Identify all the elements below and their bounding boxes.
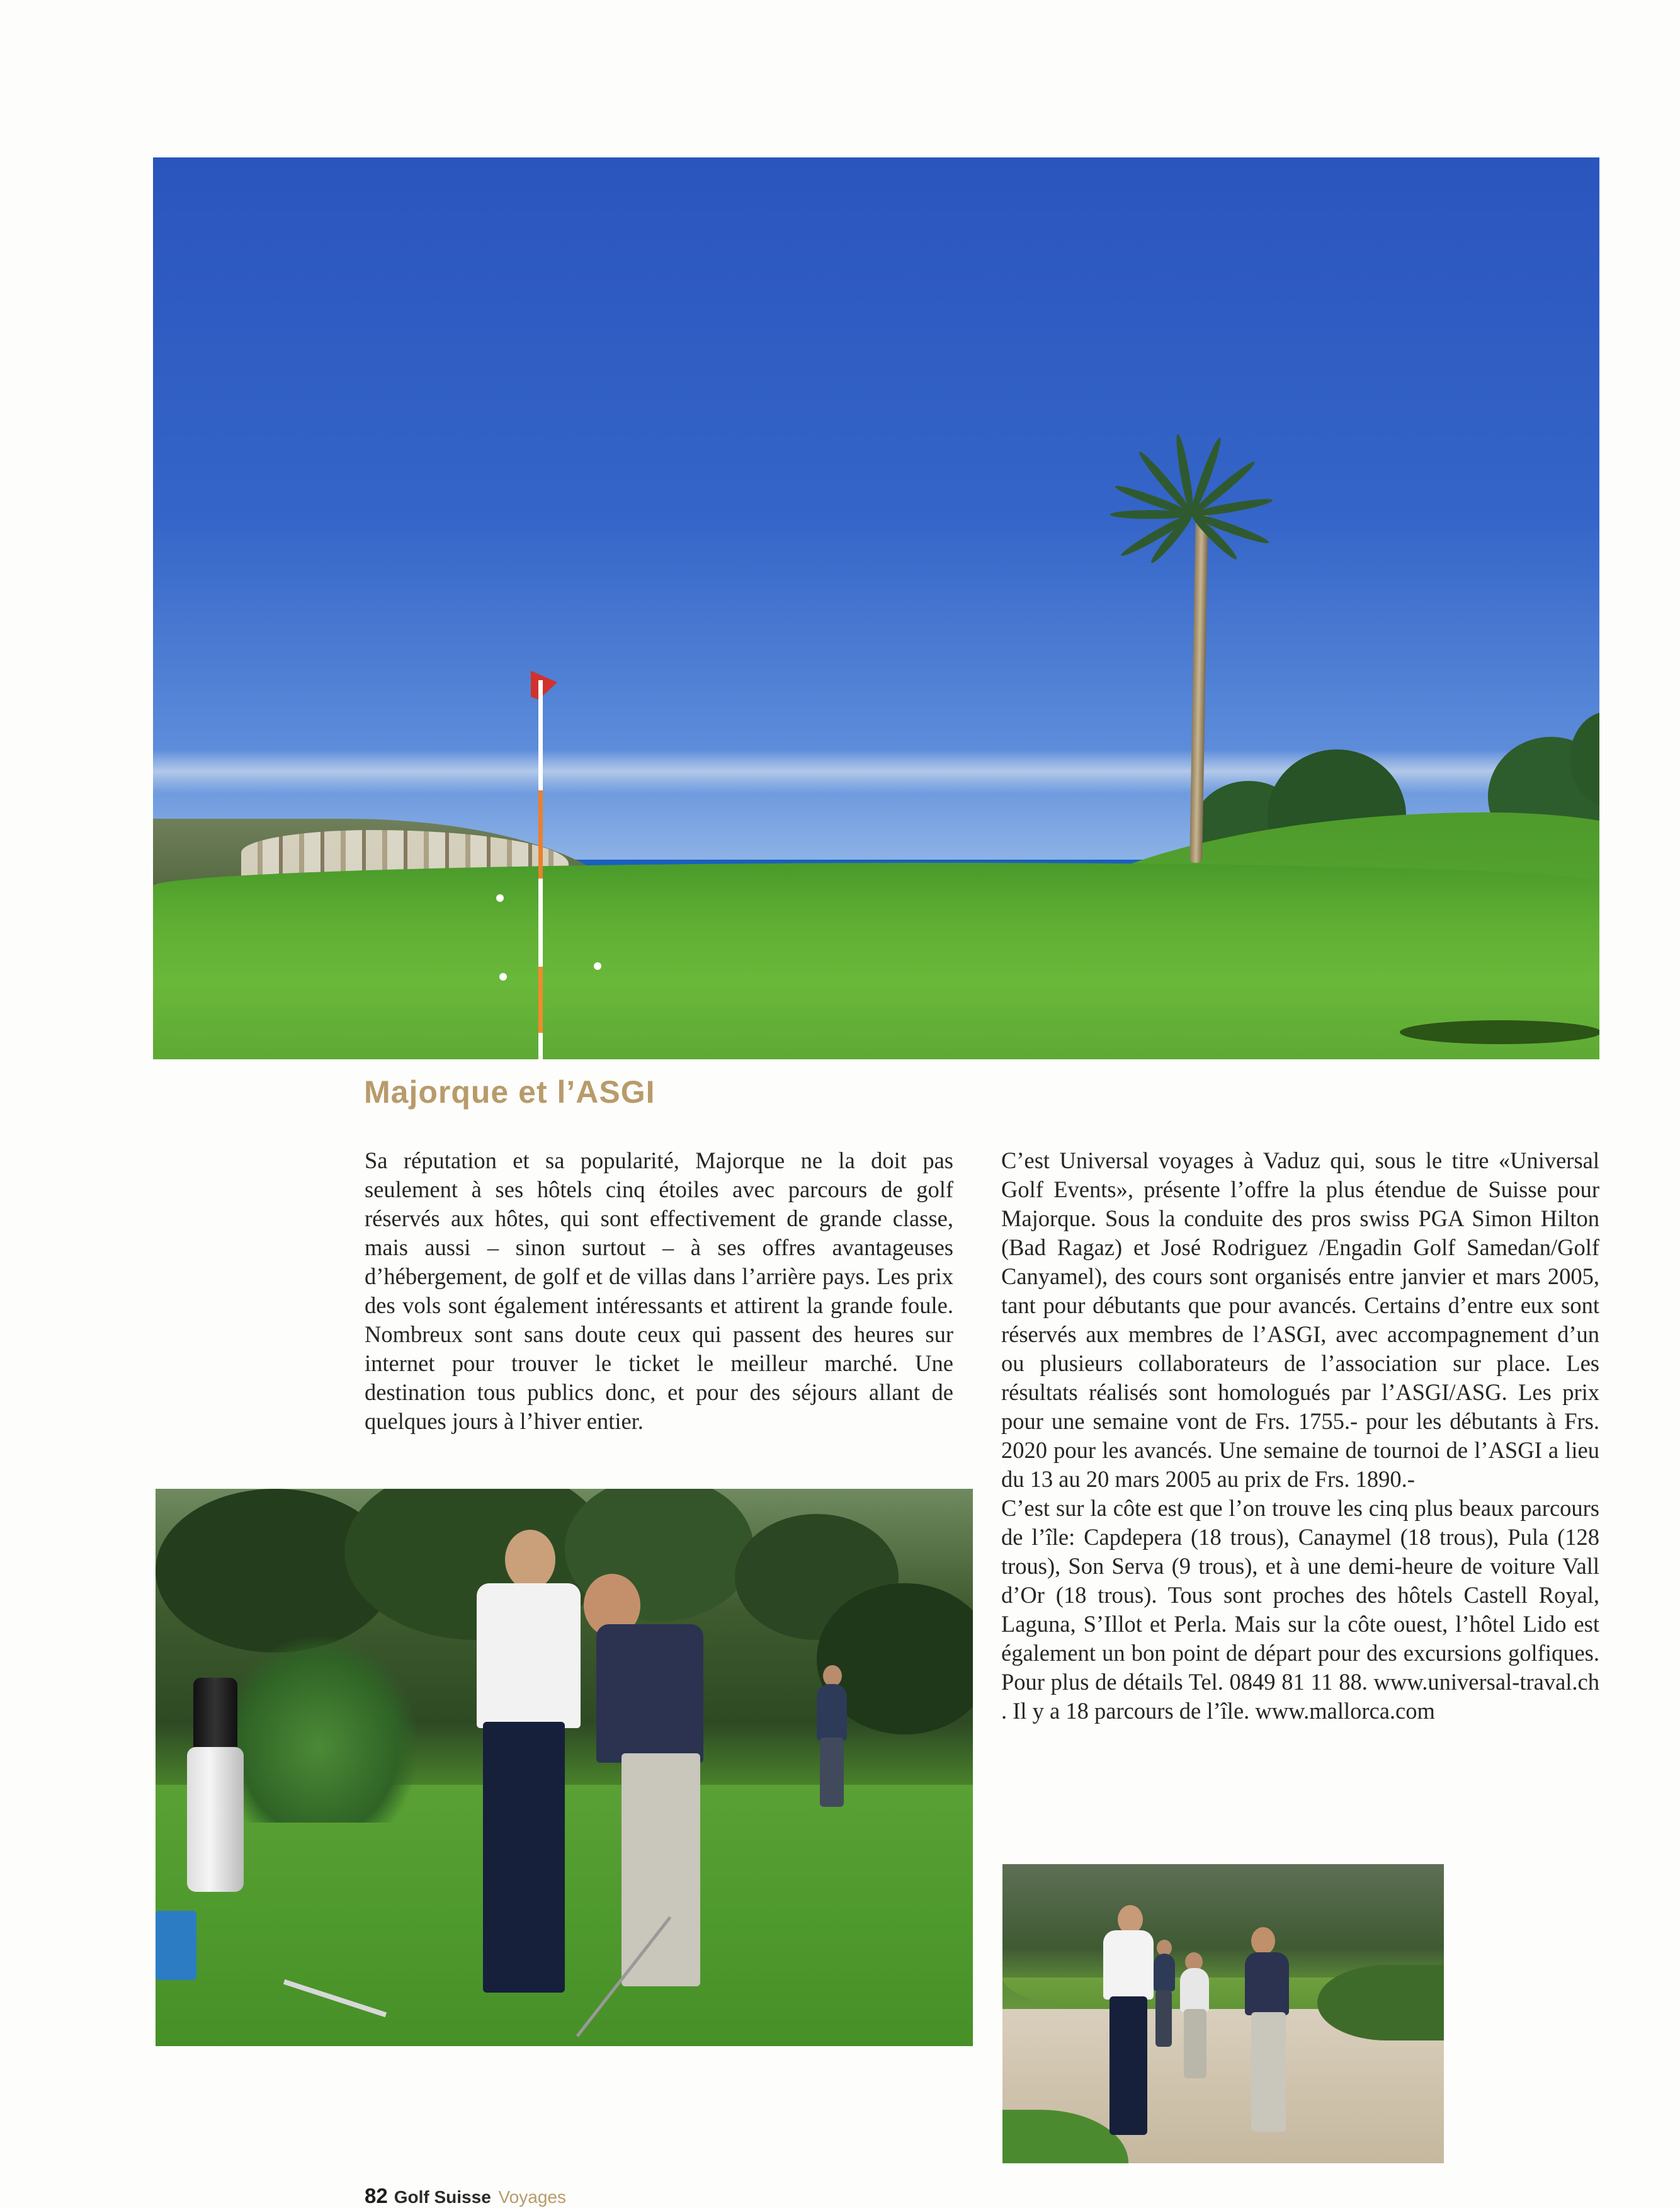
hero-photo-golf-green [153,157,1599,1059]
page-number: 82 [365,2184,388,2207]
page-footer [365,2185,566,2208]
section-name: Voyages [498,2187,566,2207]
article-paragraph-2: C’est sur la côte est que l’on trouve les cinq plus beaux parcours de l’île: Capdepera (18 trous), Canaymel (18 trous), Pula (128 trous), Son Serva (9 trous), et à une demi-heure de voiture Vall d’Or (18 trous). Tous sont proches des hôtels Castell Royal, Laguna, S’Illot et Perla. Mais sur la côte ouest, l’hôtel Lido est également un bon point de départ pour des excursions golfiques. Pour plus de détails Tel. 0849 81 11 88. www.universal-traval.ch . Il y a 18 parcours de l’île. www.mallorca.com [1001,1495,1599,1724]
article-column-left: Sa réputation et sa popularité, Majorque ne la doit pas seulement à ses hôtels cinq étoiles avec parcours de golf réservés aux hôtes, qui sont effectivement de grande classe, mais aussi – sinon surtout – à ses offres avantageuses d’hébergement, de golf et de villas dans l’arrière pays. Les prix des vols sont également intéressants et attirent la grande foule. Nombreux sont sans doute ceux qui passent des heures sur internet pour trouver le ticket le meilleur marché. Une destination tous publics donc, et pour des séjours allant de quelques jours à l’hiver entier. [365,1147,953,1434]
photo-bunker-lesson [1002,1864,1444,2163]
magazine-name: Golf Suisse [394,2187,491,2207]
article-column-right [1001,1146,1599,1726]
article-heading: Majorque et l’ASGI [364,1074,656,1110]
photo-golf-lesson [156,1489,973,2046]
article-paragraph-1: C’est Universal voyages à Vaduz qui, sous le titre «Universal Golf Events», présente l’offre la plus étendue de Suisse pour Majorque. Sous la conduite des pros swiss PGA Simon Hilton (Bad Ragaz) et José Rodriguez /Engadin Golf Samedan/Golf Canyamel), des cours sont organisés entre janvier et mars 2005, tant pour débutants que pour avancés. Certains d’entre eux sont réservés aux membres de l’ASGI, avec accompagnement d’un ou plusieurs collaborateurs de l’association sur place. Les résultats réalisés sont homologués par l’ASGI/ASG. Les prix pour une semaine vont de Frs. 1755.- pour les débutants à Frs. 2020 pour les avancés. Une semaine de tournoi de l’ASGI a lieu du 13 au 20 mars 2005 au prix de Frs. 1890.- [1001,1147,1599,1492]
